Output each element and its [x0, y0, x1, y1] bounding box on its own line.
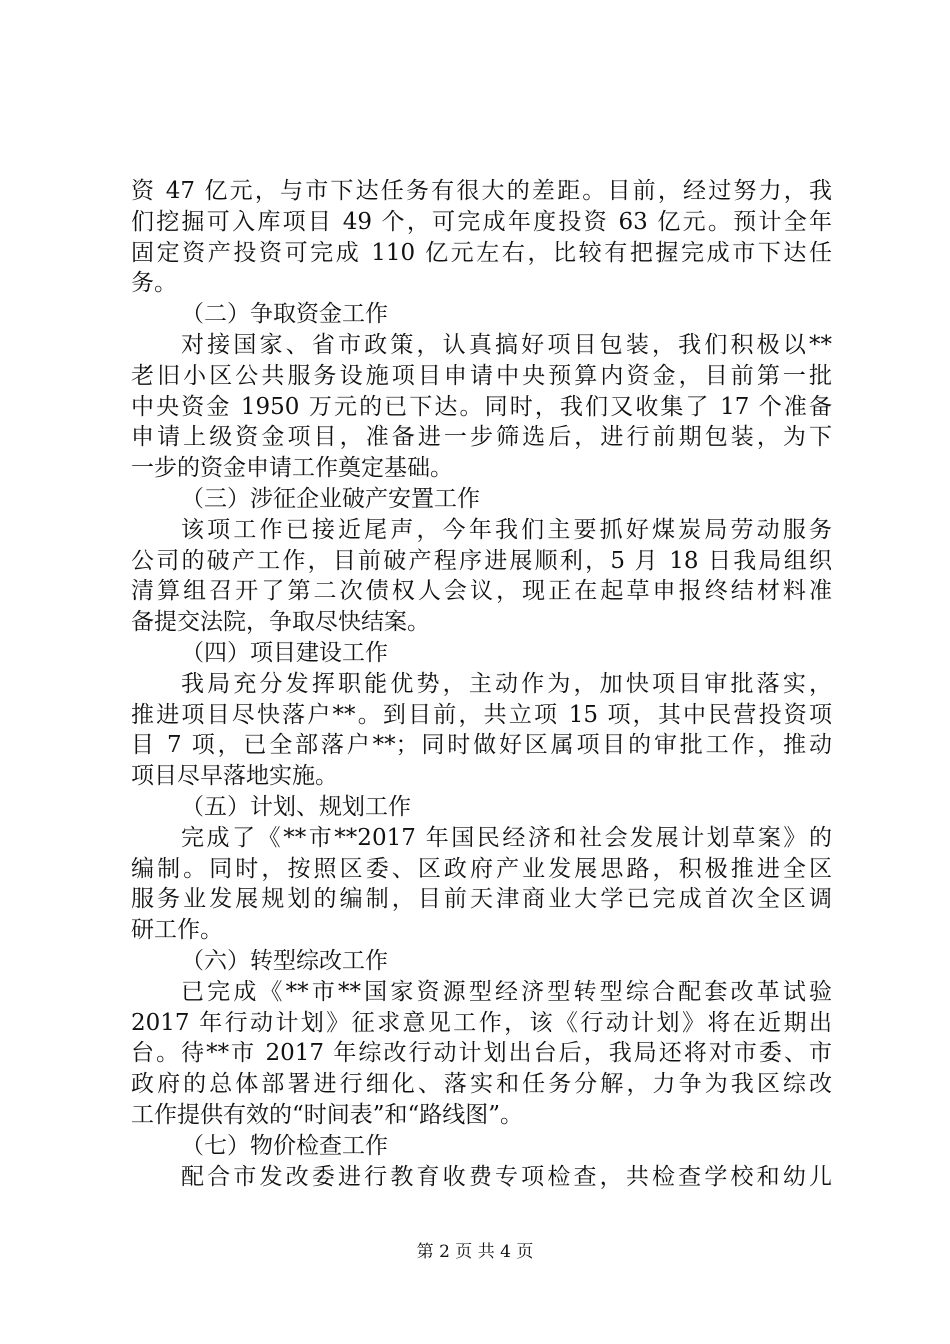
body-text-line: 对接国家、省市政策，认真搞好项目包装，我们积极以**	[181, 331, 832, 358]
body-text-line: 配合市发改委进行教育收费专项检查，共检查学校和幼儿	[181, 1163, 832, 1190]
body-text-line: 中央资金 1950 万元的已下达。同时，我们又收集了 17 个准备	[131, 393, 832, 420]
body-text-line: 我局充分发挥职能优势，主动作为，加快项目审批落实，	[181, 670, 832, 697]
body-text-line: 固定资产投资可完成 110 亿元左右，比较有把握完成市下达任	[131, 239, 832, 266]
body-text-line: 务。	[131, 270, 177, 297]
body-text-line: 老旧小区公共服务设施项目申请中央预算内资金，目前第一批	[131, 362, 832, 389]
section-heading: （六）转型综改工作	[181, 947, 388, 974]
document-body	[131, 176, 832, 1192]
body-text-line: 备提交法院，争取尽快结案。	[131, 609, 430, 636]
body-text-line: 服务业发展规划的编制，目前天津商业大学已完成首次全区调	[131, 886, 832, 913]
body-text-line: 申请上级资金项目，准备进一步筛选后，进行前期包装，为下	[131, 424, 832, 451]
body-text-line: 资 47 亿元，与市下达任务有很大的差距。目前，经过努力，我	[131, 178, 832, 204]
page-footer: 第 2 页 共 4 页	[416, 1242, 534, 1262]
body-text-line: 政府的总体部署进行细化、落实和任务分解，力争为我区综改	[131, 1071, 832, 1098]
section-heading: （五）计划、规划工作	[181, 793, 411, 820]
section-heading: （四）项目建设工作	[181, 639, 388, 666]
body-text-line: 项目尽早落地实施。	[131, 763, 338, 790]
section-heading: （二）争取资金工作	[181, 301, 388, 328]
body-text-line: 目 7 项，已全部落户**；同时做好区属项目的审批工作，推动	[131, 732, 832, 759]
body-text-line: 该项工作已接近尾声，今年我们主要抓好煤炭局劳动服务	[181, 516, 832, 543]
body-text-line: 工作提供有效的“时间表”和“路线图”。	[131, 1101, 524, 1128]
body-text-line: 编制。同时，按照区委、区政府产业发展思路，积极推进全区	[131, 855, 832, 882]
body-text-line: 一步的资金申请工作奠定基础。	[131, 455, 453, 482]
body-text-line: 研工作。	[131, 917, 223, 944]
body-text-line: 推进项目尽快落户**。到目前，共立项 15 项，其中民营投资项	[131, 701, 832, 728]
body-text-line: 台。待**市 2017 年综改行动计划出台后，我局还将对市委、市	[131, 1040, 832, 1067]
body-text-line: 2017 年行动计划》征求意见工作，该《行动计划》将在近期出	[131, 1009, 832, 1036]
section-heading: （七）物价检查工作	[181, 1132, 388, 1159]
body-text-line: 们挖掘可入库项目 49 个，可完成年度投资 63 亿元。预计全年	[131, 208, 832, 235]
body-text-line: 已完成《**市**国家资源型经济型转型综合配套改革试验	[181, 978, 832, 1005]
body-text-line: 清算组召开了第二次债权人会议，现正在起草申报终结材料准	[131, 578, 832, 605]
section-heading: （三）涉征企业破产安置工作	[181, 485, 480, 512]
body-text-line: 公司的破产工作，目前破产程序进展顺利，5 月 18 日我局组织	[131, 547, 832, 574]
body-text-line: 完成了《**市**2017 年国民经济和社会发展计划草案》的	[181, 824, 832, 851]
